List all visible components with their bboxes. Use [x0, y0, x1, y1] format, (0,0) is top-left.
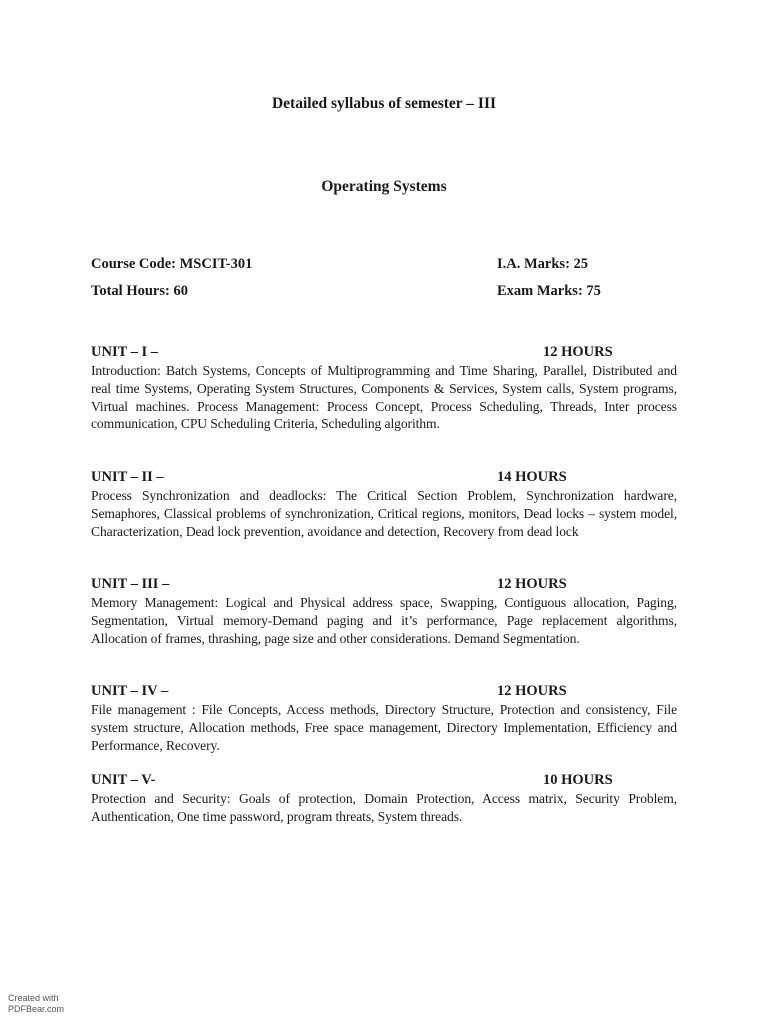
- unit-heading: [91, 683, 677, 701]
- unit-hours: 12 HOURS: [497, 683, 567, 699]
- unit-content: File management : File Concepts, Access methods, Directory Structure, Protection and consistency, File system structure, Allocation methods, Free space management, Directory Implementation, Efficiency and Performance, Recovery.: [91, 702, 677, 753]
- unit-hours: 14 HOURS: [497, 469, 567, 485]
- watermark-line: PDFBear.com: [8, 1004, 65, 1014]
- total-hours: Total Hours: 60: [91, 283, 188, 299]
- unit-content: Process Synchronization and deadlocks: The Critical Section Problem, Synchronization hardware, Semaphores, Classical problems of synchronization, Critical regions, monitors, Dead locks – system model, Characterization, Dead lock prevention, avoidance and detection, Recovery from dead lock: [91, 488, 677, 539]
- unit-title: UNIT – I –: [91, 344, 159, 360]
- ia-marks: I.A. Marks: 25: [497, 256, 589, 272]
- unit-title: UNIT – II –: [91, 469, 164, 485]
- unit-section: [91, 469, 677, 540]
- unit-hours: 12 HOURS: [497, 576, 567, 592]
- unit-title: UNIT – III –: [91, 576, 170, 592]
- unit-hours: 10 HOURS: [543, 772, 613, 788]
- unit-heading: [91, 469, 677, 487]
- unit-section: [91, 772, 677, 826]
- unit-heading: [91, 772, 677, 790]
- watermark-line: Created with: [8, 993, 59, 1003]
- unit-hours: 12 HOURS: [543, 344, 613, 360]
- course-code: Course Code: MSCIT-301: [91, 256, 253, 272]
- subject-title: Operating Systems: [321, 178, 447, 195]
- unit-title: UNIT – IV –: [91, 683, 169, 699]
- unit-title: UNIT – V-: [91, 772, 156, 788]
- unit-heading: [91, 344, 677, 362]
- unit-section: [91, 683, 677, 754]
- exam-marks: Exam Marks: 75: [497, 283, 601, 299]
- unit-section: [91, 344, 677, 433]
- unit-heading: [91, 576, 677, 594]
- unit-content: Protection and Security: Goals of protection, Domain Protection, Access matrix, Security Problem, Authentication, One time password, program threats, System threads.: [91, 791, 677, 824]
- unit-content: Introduction: Batch Systems, Concepts of Multiprogramming and Time Sharing, Parallel, Distributed and real time Systems, Operating System Structures, Components & Services, System calls, System programs, Virtual machines. Process Management: Process Concept, Process Scheduling, Threads, Inter process communication, CPU Scheduling Criteria, Scheduling algorithm.: [91, 363, 677, 432]
- unit-section: [91, 576, 677, 647]
- document-title: Detailed syllabus of semester – III: [271, 95, 497, 112]
- unit-content: Memory Management: Logical and Physical address space, Swapping, Contiguous allocation, Paging, Segmentation, Virtual memory-Demand paging and it’s performance, Page replacement algorithms, Allocation of frames, thrashing, page size and other considerations. Demand Segmentation.: [91, 595, 677, 646]
- pdfbear-watermark: [8, 993, 88, 1015]
